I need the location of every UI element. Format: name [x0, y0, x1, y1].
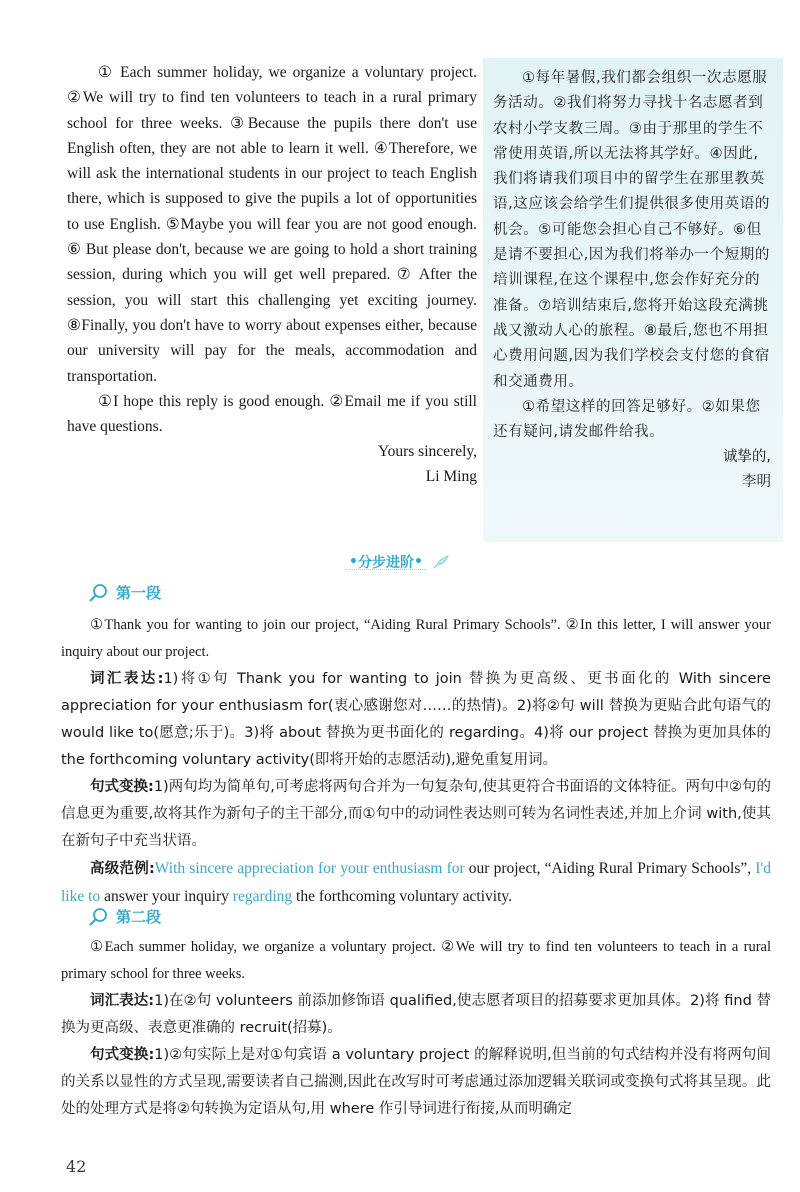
letter-body-zh: ①每年暑假,我们都会组织一次志愿服务活动。②我们将努力寻找十名志愿者到农村小学支教三周。③由于那里的学生不常使用英语,所以无法将其学好。④因此,我们将请我们项目中的留学生在那里教英语,这应该会给学生们提供很多使用英语的机会。⑤可能您会担心自己不够好。⑥但是请不要担心,因为我们将举办一个短期的培训课程,在这个课程中,您会作好充分的准备。⑦培训结束后,您将开始这段充满挑战又激动人心的旅程。⑧最后,您也不用担心费用问题,因为我们学校会支付您的食宿和交通费用。	[493, 70, 771, 390]
para2-block	[61, 934, 771, 1123]
para1-example	[61, 855, 771, 911]
example-label: 高级范例:	[90, 861, 155, 877]
section-title-text: 分步进阶	[357, 554, 414, 571]
closing-salutation-en: Yours sincerely,	[377, 443, 477, 461]
para2-heading	[88, 906, 161, 927]
closing-salutation-zh: 诚挚的,	[722, 449, 771, 466]
para1-syntax	[61, 774, 771, 855]
para1-heading	[88, 582, 161, 603]
example-text-2: answer your inquiry	[100, 888, 233, 905]
letter-translation-panel	[483, 58, 783, 542]
magnifier-icon	[88, 907, 108, 927]
vocab-label: 词汇表达:	[90, 671, 164, 687]
para2-original: ①Each summer holiday, we organize a voluntary project. ②We will try to find ten volunteers to teach in a rural primary school for three weeks.	[61, 939, 771, 982]
para1-vocab	[61, 666, 771, 774]
signature-zh: 李明	[742, 474, 771, 491]
vocab-label: 词汇表达:	[90, 993, 155, 1009]
syntax-label: 句式变换:	[90, 779, 154, 795]
vocab-text: 1)在②句 volunteers 前添加修饰语 qualified,使志愿者项目的招募要求更加具体。2)将 find 替换为更高级、表意更准确的 recruit(招募)。	[61, 993, 771, 1036]
example-text-3: the forthcoming voluntary activity.	[292, 888, 512, 905]
letter-closing-en: ①I hope this reply is good enough. ②Email me if you still have questions.	[67, 392, 477, 436]
signature-en: Li Ming	[425, 468, 477, 486]
example-highlight-3: regarding	[232, 888, 293, 905]
leaf-icon	[433, 555, 449, 569]
syntax-label: 句式变换:	[90, 1047, 155, 1063]
vocab-text: 1)将①句 Thank you for wanting to join 替换为更高级、更书面化的 With sincere appreciation for your enthusiasm for(衷心感谢您对……的热情)。2)将②句 will 替换为更贴合此句语气的 would like to(愿意;乐于)。3)将 about 替换为更书面化的 regarding。4)将 our project 替换为更加具体的 the forthcoming voluntary activity(即将开始的志愿活动),避免重复用词。	[61, 671, 771, 768]
example-highlight-1: With sincere appreciation for your enthusiasm for	[154, 860, 465, 877]
letter-body-en: ① Each summer holiday, we organize a voluntary project. ②We will try to find ten volunteers to teach in a rural primary school for three weeks. ③Because the pupils there don't use English often, they are not able to learn it well. ④Therefore, we will ask the international students in our project to teach English there, which is supposed to give the pupils a lot of opportunities to use English. ⑤Maybe you will fear you are not good enough. ⑥ But please don't, because we are going to hold a short training session, during which you will get well prepared. ⑦ After the session, you will start this challenging yet exciting journey. ⑧Finally, you don't have to worry about expenses either, because our university will pay for the meals, accommodation and transportation.	[67, 64, 477, 385]
syntax-text: 1)两句均为简单句,可考虑将两句合并为一句复杂句,使其更符合书面语的文体特征。两句中②句的信息更为重要,故将其作为新句子的主干部分,而①句中的动词性表达则可转为名词性表述,并加上介词 with,使其在新句子中充当状语。	[61, 779, 771, 849]
para1-original: ①Thank you for wanting to join our project, “Aiding Rural Primary Schools”. ②In this letter, I will answer your inquiry about our project.	[61, 617, 771, 660]
syntax-text: 1)②句实际上是对①句宾语 a voluntary project 的解释说明,但当前的句式结构并没有将两句间的关系以显性的方式呈现,需要读者自己揣测,因此在改写时可考虑通过添加逻辑关联词或变换句式将其呈现。此处的处理方式是将②句转换为定语从句,用 where 作引导词进行衔接,从而明确定	[61, 1047, 771, 1117]
para2-syntax	[61, 1042, 771, 1123]
para2-vocab	[61, 988, 771, 1042]
page-number: 42	[66, 1157, 87, 1176]
magnifier-icon	[88, 583, 108, 603]
letter-english	[67, 60, 477, 489]
letter-closing-zh: ①希望这样的回答足够好。②如果您还有疑问,请发邮件给我。	[493, 398, 761, 441]
example-text-1: our project, “Aiding Rural Primary Schools”,	[464, 860, 756, 877]
para1-heading-text: 第一段	[116, 584, 162, 602]
example-highlight-2: I'd like to	[61, 860, 771, 905]
section-title: • 分步进阶 •	[345, 550, 449, 574]
para1-block	[61, 612, 771, 911]
para2-heading-text: 第二段	[116, 908, 162, 926]
